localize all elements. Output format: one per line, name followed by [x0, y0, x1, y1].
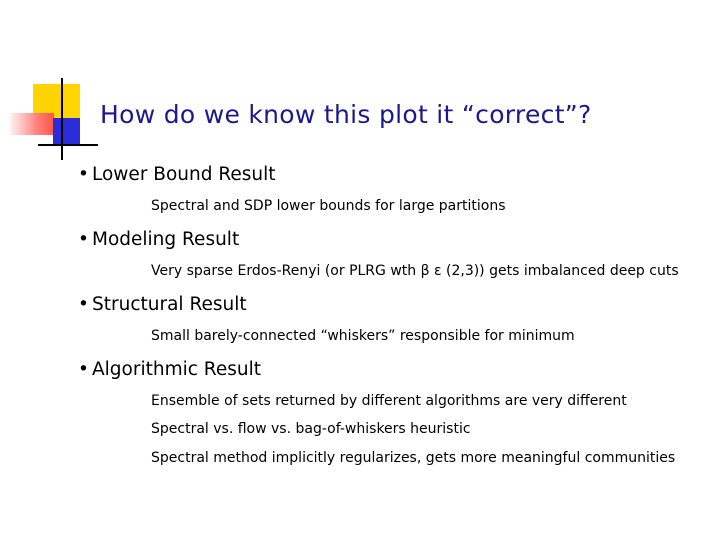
bullet-icon: •	[78, 294, 89, 315]
sub-item: Spectral vs. flow vs. bag-of-whiskers heuristic	[151, 421, 471, 437]
sub-item: Ensemble of sets returned by different algorithms are very different	[151, 393, 627, 409]
bullet-heading: Structural Result	[92, 294, 247, 315]
sub-item: Very sparse Erdos-Renyi (or PLRG wth β ε (2,3)) gets imbalanced deep cuts	[151, 263, 679, 279]
vertical-line-decoration	[61, 78, 63, 160]
bullet-algorithmic	[78, 359, 261, 380]
sub-item: Spectral and SDP lower bounds for large partitions	[151, 198, 506, 214]
sub-item: Spectral method implicitly regularizes, gets more meaningful communities	[151, 450, 676, 466]
bullet-structural	[78, 294, 247, 315]
bullet-lower-bound	[78, 164, 276, 185]
bullet-icon: •	[78, 359, 89, 380]
blue-square-decoration	[53, 118, 80, 146]
bullet-heading: Modeling Result	[92, 229, 240, 250]
red-bar-decoration	[10, 113, 54, 135]
slide-title: How do we know this plot it “correct”?	[100, 100, 592, 129]
bullet-icon: •	[78, 229, 89, 250]
bullet-heading: Lower Bound Result	[92, 164, 276, 185]
bullet-icon: •	[78, 164, 89, 185]
horizontal-line-decoration	[38, 144, 98, 146]
bullet-modeling	[78, 229, 239, 250]
sub-item: Small barely-connected “whiskers” responsible for minimum	[151, 328, 575, 344]
bullet-heading: Algorithmic Result	[92, 359, 261, 380]
